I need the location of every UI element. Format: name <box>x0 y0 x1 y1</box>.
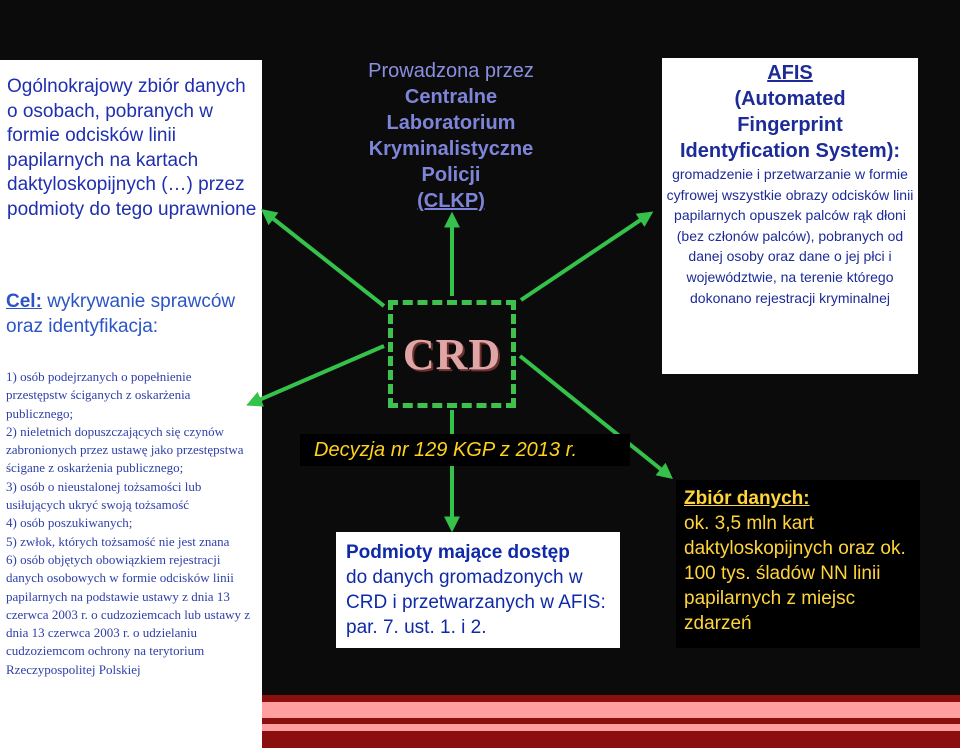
dataset-title: Zbiór danych: <box>684 488 810 509</box>
database-description: Ogólnokrajowy zbiór danych o osobach, pobranych w formie odcisków linii papilarnych na kartach daktyloskopijnych (…) przez podmioty do tego uprawnione <box>7 76 257 220</box>
org-name-line: Laboratorium <box>386 112 516 134</box>
org-name-line: Kryminalistyczne <box>368 138 534 160</box>
goal-text: wykrywanie sprawców oraz identyfikacja: <box>6 291 236 337</box>
crd-label: CRD <box>402 329 502 379</box>
arrow-to-left-top <box>266 213 384 306</box>
access-title: Podmioty mające dostęp <box>346 542 570 563</box>
goal-item: 3) osób o nieustalonej tożsamości lub usiłujących ukryć swoją tożsamość <box>6 478 202 513</box>
dataset-text: ok. 3,5 mln kart daktyloskopijnych oraz ok. 100 tys. śladów NN linii papilarnych z miejsc zdarzeń <box>684 513 906 634</box>
org-abbreviation: (CLKP) <box>417 190 485 212</box>
goal-item: 2) nieletnich dopuszczających się czynów zabronionych przez ustawę jako przestępstwa ścigane z oskarżenia publicznego; <box>6 423 244 476</box>
afis-heading <box>662 60 918 164</box>
afis-name-line: (Automated <box>734 88 846 110</box>
org-name-line: Policji <box>421 164 481 186</box>
access-text: do danych gromadzonych w CRD i przetwarzanych w AFIS: par. 7. ust. 1. i 2. <box>346 567 606 638</box>
goal-item: 6) osób objętych obowiązkiem rejestracji danych osobowych w formie odcisków linii papilarnych na podstawie ustawy z dnia 13 czerwca 2003 r. o cudzoziemcach lub ustawy z dnia 13 czerwca 2003 r. o udzielaniu cudzoziemcom ochrony na terytorium Rzeczypospolitej Polskiej <box>6 551 251 677</box>
goal-item: 1) osób podejrzanych o popełnienie przestępstw ściganych z oskarżenia publicznego; <box>6 369 192 421</box>
org-name-line: Centralne <box>404 86 498 108</box>
goal-item: 5) zwłok, których tożsamość nie jest znana <box>6 533 230 549</box>
managed-by-block <box>336 58 566 214</box>
arrow-to-goal <box>252 346 384 403</box>
afis-panel <box>662 58 918 374</box>
arrow-to-afis <box>521 215 648 300</box>
dataset-panel <box>676 480 920 648</box>
access-panel <box>336 532 620 648</box>
afis-name-line: Identyfication System): <box>679 140 901 162</box>
afis-description: gromadzenie i przetwarzanie w formie cyfrowej wszystkie obrazy odcisków linii papilarnych opuszek palców rąk dłoni (bez członów palców), pobranych od danej osoby oraz dane o jej płci i województwie, na terenie którego dokonano rejestracji kryminalnej <box>666 166 914 306</box>
goal-label: Cel: <box>6 291 42 312</box>
goal-item: 4) osób poszukiwanych; <box>6 515 133 531</box>
afis-name-line: Fingerprint <box>737 114 843 136</box>
managed-by-label: Prowadzona przez <box>368 60 534 82</box>
decision-label: Decyzja nr 129 KGP z 2013 r. <box>300 434 630 466</box>
crd-box <box>388 300 516 408</box>
afis-title: AFIS <box>767 62 813 84</box>
